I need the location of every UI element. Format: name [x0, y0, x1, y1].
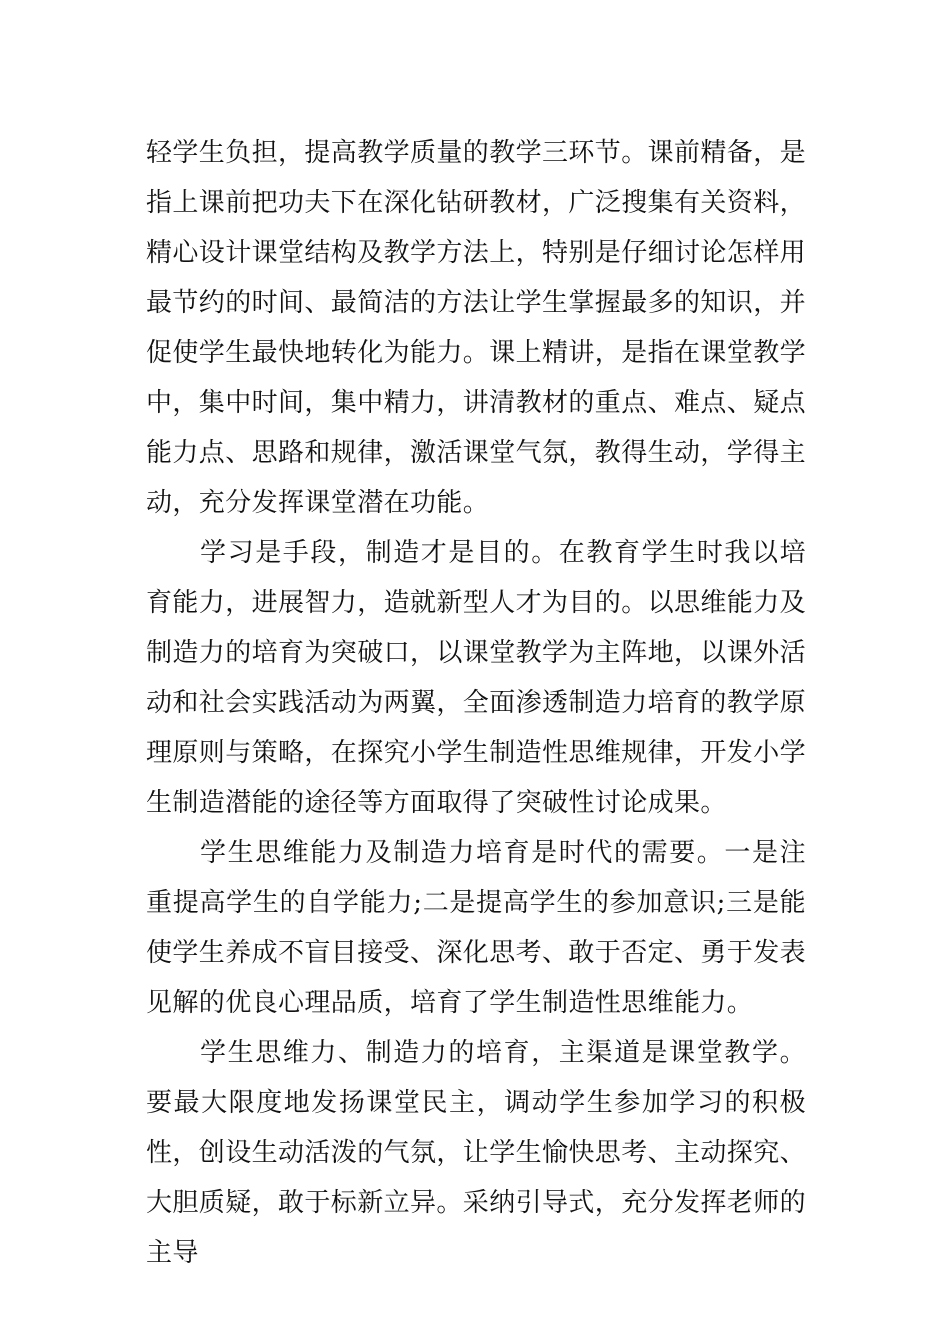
paragraph-learning-goal: 学习是手段，制造才是目的。在教育学生时我以培育能力，进展智力，造就新型人才为目的。以思维能力及制造力的培育为突破口，以课堂教学为主阵地，以课外活动和社会实践活动为两翼，全面渗透制造力培育的教学原理原则与策略，在探究小学生制造性思维规律，开发小学生制造潜能的途径等方面取得了突破性讨论成果。 — [146, 538, 807, 818]
document-body — [146, 128, 806, 1278]
paragraph-classroom-teaching: 学生思维力、制造力的培育，主渠道是课堂教学。要最大限度地发扬课堂民主，调动学生参加学习的积极性，创设生动活泼的气氛，让学生愉快思考、主动探究、大胆质疑，敢于标新立异。采纳引导式，充分发挥老师的主导 — [146, 1038, 807, 1268]
paragraph-continued: 轻学生负担，提高教学质量的教学三环节。课前精备，是指上课前把功夫下在深化钻研教材，广泛搜集有关资料，精心设计课堂结构及教学方法上，特别是仔细讨论怎样用最节约的时间、最简洁的方法让学生掌握最多的知识，并促使学生最快地转化为能力。课上精讲，是指在课堂教学中，集中时间，集中精力，讲清教材的重点、难点、疑点能力点、思路和规律，激活课堂气氛，教得生动，学得主动，充分发挥课堂潜在功能。 — [146, 138, 807, 518]
paragraph-thinking-ability: 学生思维能力及制造力培育是时代的需要。一是注重提高学生的自学能力;二是提高学生的参加意识;三是能使学生养成不盲目接受、深化思考、敢于否定、勇于发表见解的优良心理品质，培育了学生制造性思维能力。 — [146, 838, 807, 1018]
